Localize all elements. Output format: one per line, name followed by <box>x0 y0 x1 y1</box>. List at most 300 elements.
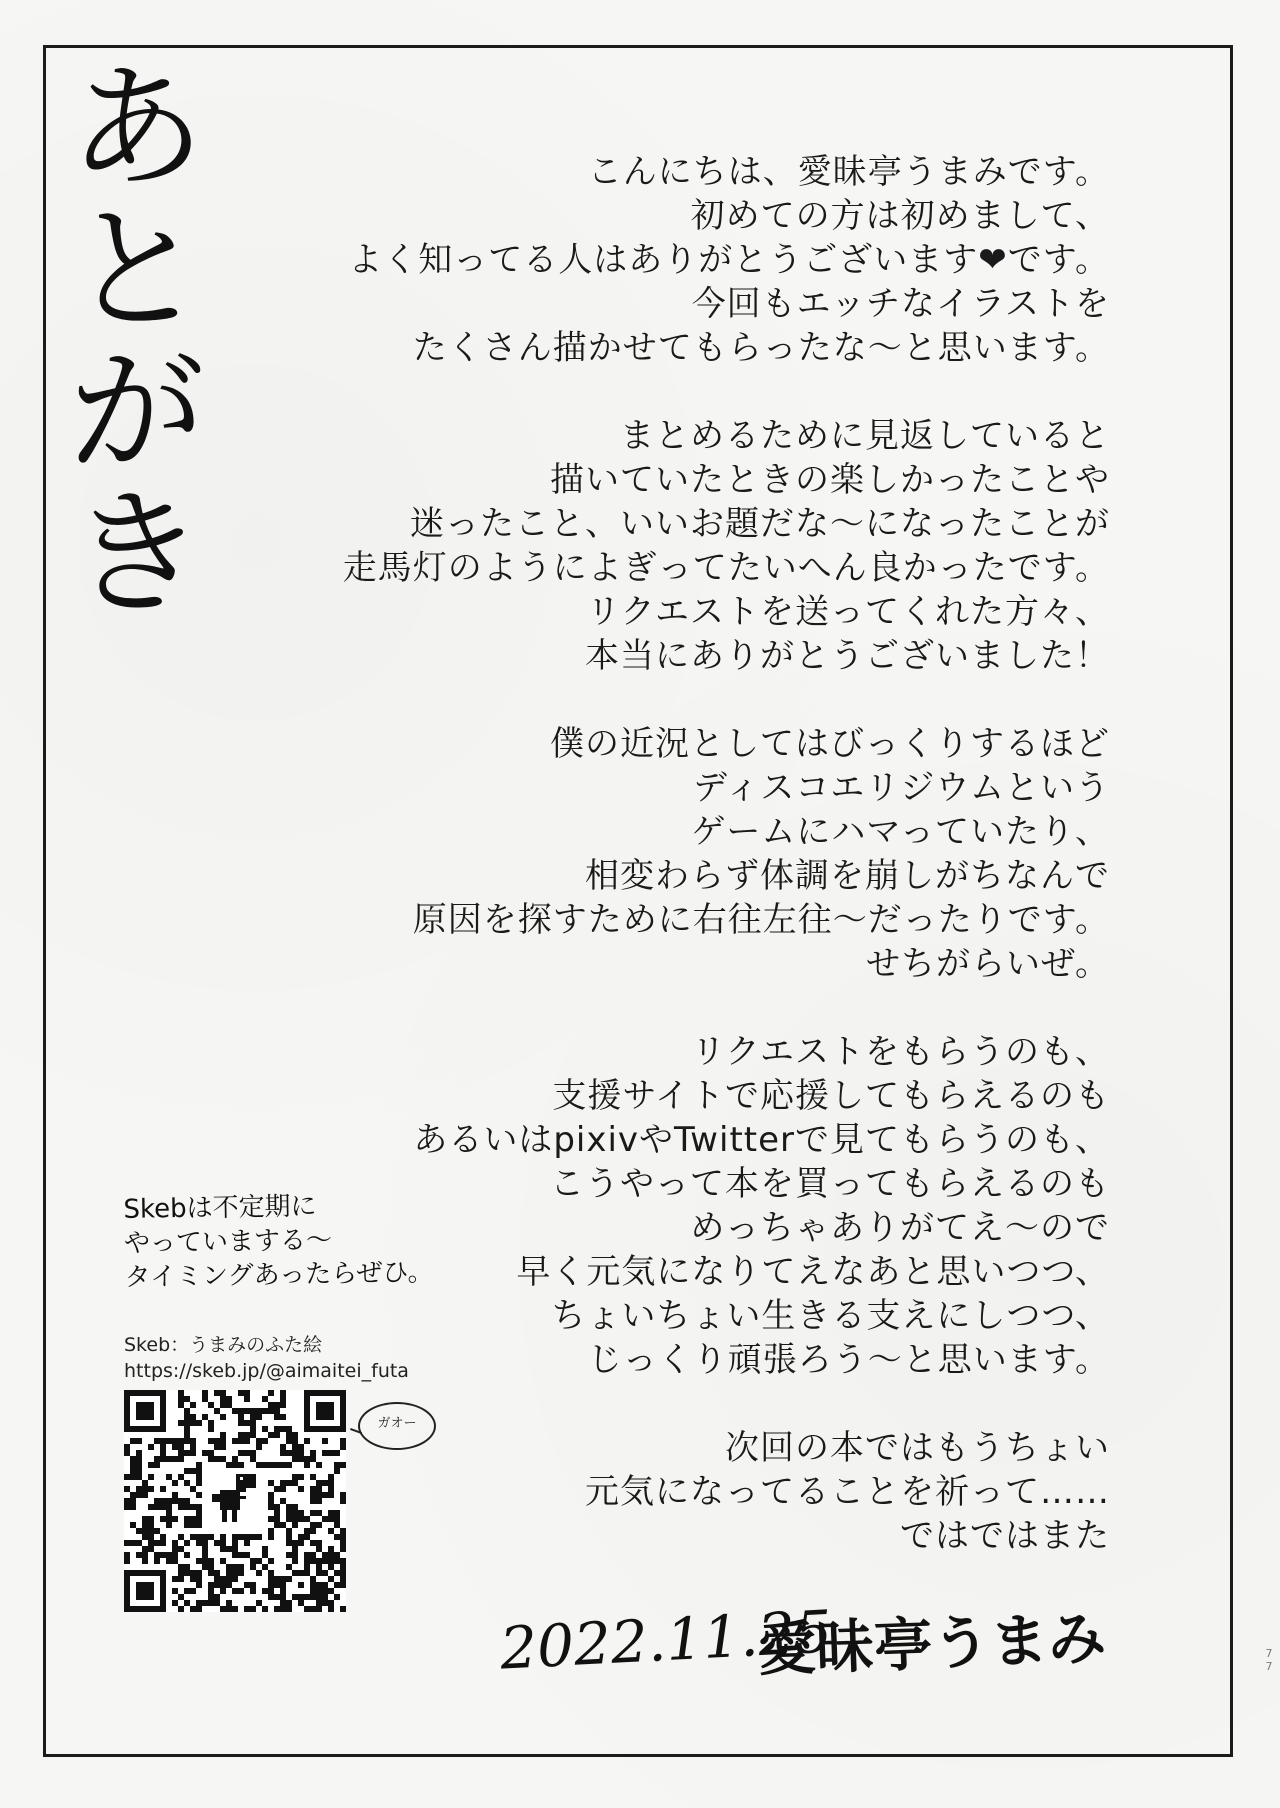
qr-module <box>166 1552 172 1558</box>
qr-module <box>232 1564 238 1570</box>
qr-module <box>214 1456 220 1462</box>
qr-module <box>310 1540 316 1546</box>
qr-module <box>208 1588 214 1594</box>
qr-module <box>268 1516 274 1522</box>
skeb-handwritten-note <box>123 1187 455 1295</box>
qr-module <box>226 1396 232 1402</box>
qr-module <box>190 1588 196 1594</box>
text-line: リクエストをもらうのも、 <box>691 1032 1110 1072</box>
qr-module <box>268 1492 274 1498</box>
dinosaur-icon <box>206 1468 264 1530</box>
qr-module <box>250 1564 256 1570</box>
qr-module <box>280 1582 286 1588</box>
qr-module <box>190 1468 196 1474</box>
qr-module <box>208 1534 214 1540</box>
qr-module <box>172 1456 178 1462</box>
qr-module <box>310 1486 316 1492</box>
qr-module <box>328 1600 334 1606</box>
qr-module <box>220 1588 226 1594</box>
qr-module <box>274 1402 280 1408</box>
qr-module <box>196 1516 202 1522</box>
qr-module <box>250 1588 256 1594</box>
qr-module <box>286 1438 292 1444</box>
qr-module <box>334 1552 340 1558</box>
qr-module <box>172 1576 178 1582</box>
paragraph-reflection <box>250 414 1110 678</box>
qr-module <box>286 1426 292 1432</box>
qr-module <box>316 1600 322 1606</box>
qr-module <box>142 1534 148 1540</box>
qr-module <box>202 1552 208 1558</box>
qr-module <box>190 1570 196 1576</box>
qr-module <box>298 1474 304 1480</box>
qr-module <box>232 1462 238 1468</box>
qr-module <box>184 1420 190 1426</box>
qr-module <box>130 1498 136 1504</box>
qr-module <box>340 1534 346 1540</box>
qr-module <box>160 1504 166 1510</box>
qr-module <box>268 1534 274 1540</box>
qr-module <box>178 1474 184 1480</box>
qr-module <box>208 1558 214 1564</box>
qr-module <box>214 1594 220 1600</box>
qr-module <box>286 1564 292 1570</box>
qr-module <box>172 1492 178 1498</box>
qr-module <box>178 1450 184 1456</box>
qr-module <box>154 1558 160 1564</box>
qr-module <box>130 1522 136 1528</box>
qr-module <box>172 1588 178 1594</box>
qr-module <box>130 1540 136 1546</box>
qr-module <box>178 1420 184 1426</box>
qr-module <box>214 1600 220 1606</box>
qr-module <box>286 1510 292 1516</box>
qr-module <box>256 1534 262 1540</box>
qr-module <box>220 1576 226 1582</box>
qr-module <box>220 1582 226 1588</box>
qr-module <box>244 1438 250 1444</box>
qr-module <box>298 1540 304 1546</box>
qr-module <box>298 1600 304 1606</box>
qr-module <box>310 1576 316 1582</box>
qr-module <box>250 1456 256 1462</box>
qr-module <box>244 1450 250 1456</box>
qr-module <box>322 1438 328 1444</box>
qr-module <box>124 1498 130 1504</box>
qr-module <box>340 1546 346 1552</box>
qr-module <box>334 1450 340 1456</box>
qr-module <box>220 1444 226 1450</box>
qr-module <box>334 1510 340 1516</box>
qr-module <box>340 1462 346 1468</box>
qr-module <box>274 1408 280 1414</box>
qr-module <box>208 1570 214 1576</box>
qr-module <box>268 1528 274 1534</box>
qr-module <box>340 1570 346 1576</box>
qr-module <box>130 1468 136 1474</box>
qr-module <box>328 1510 334 1516</box>
qr-module <box>322 1594 328 1600</box>
qr-module <box>154 1552 160 1558</box>
qr-module <box>310 1552 316 1558</box>
qr-module <box>238 1408 244 1414</box>
qr-module <box>196 1582 202 1588</box>
qr-module <box>292 1444 298 1450</box>
qr-module <box>238 1552 244 1558</box>
qr-module <box>286 1528 292 1534</box>
qr-module <box>328 1486 334 1492</box>
qr-module <box>304 1516 310 1522</box>
qr-module <box>328 1576 334 1582</box>
qr-module <box>130 1462 136 1468</box>
text-line: 相変わらず体調を崩しがちなんで <box>585 856 1110 896</box>
qr-module <box>166 1558 172 1564</box>
qr-module <box>232 1546 238 1552</box>
qr-module <box>298 1456 304 1462</box>
qr-module <box>280 1576 286 1582</box>
qr-module <box>298 1534 304 1540</box>
qr-module <box>274 1594 280 1600</box>
qr-module <box>196 1468 202 1474</box>
qr-module <box>196 1606 202 1612</box>
qr-module <box>286 1540 292 1546</box>
qr-module <box>160 1456 166 1462</box>
qr-module <box>268 1594 274 1600</box>
qr-module <box>178 1402 184 1408</box>
qr-module <box>286 1504 292 1510</box>
qr-module <box>214 1438 220 1444</box>
qr-module <box>196 1462 202 1468</box>
text-line: 元気になってることを祈って…… <box>585 1472 1110 1512</box>
qr-module <box>220 1396 226 1402</box>
qr-module <box>154 1438 160 1444</box>
qr-module <box>178 1570 184 1576</box>
qr-module <box>334 1558 340 1564</box>
qr-module <box>178 1504 184 1510</box>
qr-module <box>250 1558 256 1564</box>
qr-module <box>298 1510 304 1516</box>
qr-module <box>238 1414 244 1420</box>
qr-module <box>298 1516 304 1522</box>
qr-module <box>322 1558 328 1564</box>
qr-module <box>184 1540 190 1546</box>
qr-module <box>274 1426 280 1432</box>
text-line: 初めての方は初めまして、 <box>690 196 1110 236</box>
qr-module <box>340 1576 346 1582</box>
qr-module <box>238 1420 244 1426</box>
qr-module <box>142 1522 148 1528</box>
qr-module <box>190 1516 196 1522</box>
qr-module <box>310 1456 316 1462</box>
qr-module <box>196 1534 202 1540</box>
qr-module <box>166 1510 172 1516</box>
qr-module <box>136 1456 142 1462</box>
qr-module <box>340 1564 346 1570</box>
qr-module <box>220 1558 226 1564</box>
qr-module <box>286 1480 292 1486</box>
qr-module <box>340 1528 346 1534</box>
qr-module <box>316 1558 322 1564</box>
qr-module <box>208 1564 214 1570</box>
qr-module <box>250 1606 256 1612</box>
text-line: 走馬灯のようによぎってたいへん良かったです。 <box>342 548 1110 588</box>
qr-module <box>238 1534 244 1540</box>
qr-module <box>310 1588 316 1594</box>
afterword-heading <box>62 50 212 634</box>
qr-module <box>328 1606 334 1612</box>
qr-module <box>178 1534 184 1540</box>
qr-module <box>124 1540 130 1546</box>
heading-char: き <box>69 476 205 634</box>
text-line: じっくり頑張ろう〜と思います。 <box>587 1340 1110 1380</box>
qr-module <box>262 1552 268 1558</box>
qr-module <box>292 1570 298 1576</box>
qr-module <box>130 1438 136 1444</box>
text-line: 早く元気になりてえなあと思いつつ、 <box>516 1252 1110 1292</box>
qr-module <box>322 1516 328 1522</box>
qr-module <box>304 1564 310 1570</box>
qr-module <box>304 1462 310 1468</box>
qr-module <box>190 1402 196 1408</box>
qr-module <box>208 1438 214 1444</box>
qr-module <box>190 1444 196 1450</box>
qr-module <box>160 1450 166 1456</box>
page-number-digit: 7 <box>1265 1647 1273 1660</box>
qr-module <box>172 1498 178 1504</box>
qr-module <box>238 1390 244 1396</box>
qr-module <box>334 1534 340 1540</box>
qr-module <box>262 1426 268 1432</box>
qr-module <box>334 1570 340 1576</box>
qr-module <box>256 1444 262 1450</box>
qr-module <box>250 1420 256 1426</box>
qr-module <box>214 1576 220 1582</box>
qr-module <box>220 1438 226 1444</box>
qr-module <box>166 1522 172 1528</box>
qr-module <box>178 1390 184 1396</box>
qr-module <box>298 1570 304 1576</box>
qr-module <box>208 1420 214 1426</box>
qr-module <box>142 1546 148 1552</box>
qr-module <box>184 1552 190 1558</box>
qr-module <box>160 1444 166 1450</box>
qr-module <box>244 1540 250 1546</box>
qr-module <box>304 1594 310 1600</box>
qr-module <box>214 1444 220 1450</box>
text-line: めっちゃありがてえ〜ので <box>690 1208 1110 1248</box>
text-line: こんにちは、愛昧亭うまみです。 <box>587 152 1110 192</box>
qr-module <box>202 1546 208 1552</box>
qr-module <box>310 1606 316 1612</box>
qr-module <box>220 1414 226 1420</box>
qr-module <box>238 1438 244 1444</box>
qr-module <box>148 1528 154 1534</box>
qr-module <box>256 1558 262 1564</box>
qr-module <box>340 1582 346 1588</box>
qr-module <box>184 1570 190 1576</box>
text-line: 本当にありがとうございました！ <box>585 636 1110 676</box>
skeb-url-link[interactable]: https://skeb.jp/@aimaitei_futa <box>124 1360 409 1382</box>
qr-module <box>238 1432 244 1438</box>
qr-module <box>166 1456 172 1462</box>
qr-module <box>244 1606 250 1612</box>
qr-module <box>274 1516 280 1522</box>
qr-module <box>124 1450 130 1456</box>
qr-module <box>322 1552 328 1558</box>
qr-module <box>226 1546 232 1552</box>
qr-module <box>178 1444 184 1450</box>
qr-module <box>148 1540 154 1546</box>
qr-module <box>202 1540 208 1546</box>
qr-module <box>292 1456 298 1462</box>
qr-module <box>172 1546 178 1552</box>
qr-module <box>322 1600 328 1606</box>
qr-module <box>190 1450 196 1456</box>
note-line: やっていまする〜 <box>123 1225 333 1259</box>
qr-module <box>148 1474 154 1480</box>
qr-module <box>280 1414 286 1420</box>
qr-module <box>298 1486 304 1492</box>
qr-module <box>292 1438 298 1444</box>
qr-module <box>286 1576 292 1582</box>
qr-module <box>148 1516 154 1522</box>
qr-module <box>226 1606 232 1612</box>
qr-module <box>172 1438 178 1444</box>
qr-finder-top-right <box>304 1390 346 1432</box>
qr-module <box>316 1582 322 1588</box>
qr-module <box>340 1444 346 1450</box>
text-line: ゲームにハマっていたり、 <box>691 812 1110 852</box>
qr-module <box>226 1564 232 1570</box>
qr-module <box>322 1588 328 1594</box>
qr-module <box>124 1552 130 1558</box>
qr-module <box>340 1438 346 1444</box>
qr-module <box>298 1582 304 1588</box>
qr-module <box>256 1414 262 1420</box>
qr-module <box>292 1474 298 1480</box>
qr-module <box>190 1504 196 1510</box>
qr-module <box>226 1570 232 1576</box>
text-line: ディスコエリジウムという <box>693 768 1110 808</box>
qr-module <box>256 1600 262 1606</box>
qr-module <box>334 1582 340 1588</box>
qr-module <box>190 1414 196 1420</box>
qr-module <box>280 1588 286 1594</box>
qr-module <box>196 1420 202 1426</box>
text-line: よく知ってる人はありがとうございます❤です。 <box>348 240 1110 280</box>
qr-module <box>184 1522 190 1528</box>
qr-module <box>274 1582 280 1588</box>
qr-module <box>292 1450 298 1456</box>
qr-module <box>250 1432 256 1438</box>
qr-module <box>292 1546 298 1552</box>
qr-module <box>244 1396 250 1402</box>
qr-module <box>334 1516 340 1522</box>
qr-module <box>166 1504 172 1510</box>
qr-module <box>256 1570 262 1576</box>
qr-module <box>160 1552 166 1558</box>
qr-module <box>184 1414 190 1420</box>
qr-module <box>184 1504 190 1510</box>
qr-module <box>178 1546 184 1552</box>
qr-module <box>316 1606 322 1612</box>
qr-module <box>250 1408 256 1414</box>
qr-module <box>232 1552 238 1558</box>
qr-module <box>160 1540 166 1546</box>
qr-module <box>220 1432 226 1438</box>
qr-module <box>244 1420 250 1426</box>
qr-module <box>208 1450 214 1456</box>
qr-module <box>160 1516 166 1522</box>
qr-module <box>136 1474 142 1480</box>
text-line: 今回もエッチなイラストを <box>691 284 1110 324</box>
paragraph-greeting <box>250 150 1110 370</box>
qr-module <box>268 1588 274 1594</box>
qr-module <box>262 1438 268 1444</box>
qr-module <box>340 1498 346 1504</box>
qr-module <box>292 1510 298 1516</box>
qr-module <box>160 1534 166 1540</box>
qr-module <box>142 1558 148 1564</box>
qr-module <box>316 1594 322 1600</box>
qr-module <box>304 1534 310 1540</box>
qr-module <box>190 1606 196 1612</box>
qr-module <box>226 1582 232 1588</box>
qr-module <box>214 1390 220 1396</box>
text-line: 迷ったこと、いいお題だな〜になったことが <box>410 504 1110 544</box>
qr-module <box>274 1522 280 1528</box>
qr-module <box>268 1558 274 1564</box>
qr-module <box>286 1552 292 1558</box>
qr-module <box>286 1534 292 1540</box>
qr-module <box>148 1522 154 1528</box>
qr-module <box>142 1492 148 1498</box>
qr-module <box>184 1450 190 1456</box>
qr-module <box>232 1570 238 1576</box>
qr-module <box>250 1426 256 1432</box>
qr-module <box>292 1480 298 1486</box>
page-number <box>1262 1647 1276 1673</box>
qr-module <box>196 1576 202 1582</box>
text-line: 次回の本ではもうちょい <box>725 1428 1110 1468</box>
qr-code[interactable] <box>124 1390 346 1612</box>
qr-module <box>334 1594 340 1600</box>
qr-module <box>202 1600 208 1606</box>
qr-module <box>304 1606 310 1612</box>
text-line: まとめるために見返していると <box>620 416 1110 456</box>
qr-module <box>130 1492 136 1498</box>
qr-module <box>178 1498 184 1504</box>
qr-module <box>286 1606 292 1612</box>
qr-module <box>274 1414 280 1420</box>
page-number-digit: 7 <box>1265 1660 1273 1673</box>
qr-module <box>232 1576 238 1582</box>
qr-module <box>262 1606 268 1612</box>
qr-module <box>286 1600 292 1606</box>
qr-module <box>310 1492 316 1498</box>
qr-module <box>310 1594 316 1600</box>
text-line: リクエストを送ってくれた方々、 <box>586 592 1110 632</box>
qr-module <box>250 1414 256 1420</box>
qr-module <box>256 1408 262 1414</box>
qr-module <box>274 1510 280 1516</box>
qr-module <box>274 1576 280 1582</box>
qr-module <box>184 1432 190 1438</box>
qr-module <box>178 1594 184 1600</box>
qr-module <box>172 1552 178 1558</box>
qr-module <box>304 1558 310 1564</box>
qr-module <box>202 1414 208 1420</box>
